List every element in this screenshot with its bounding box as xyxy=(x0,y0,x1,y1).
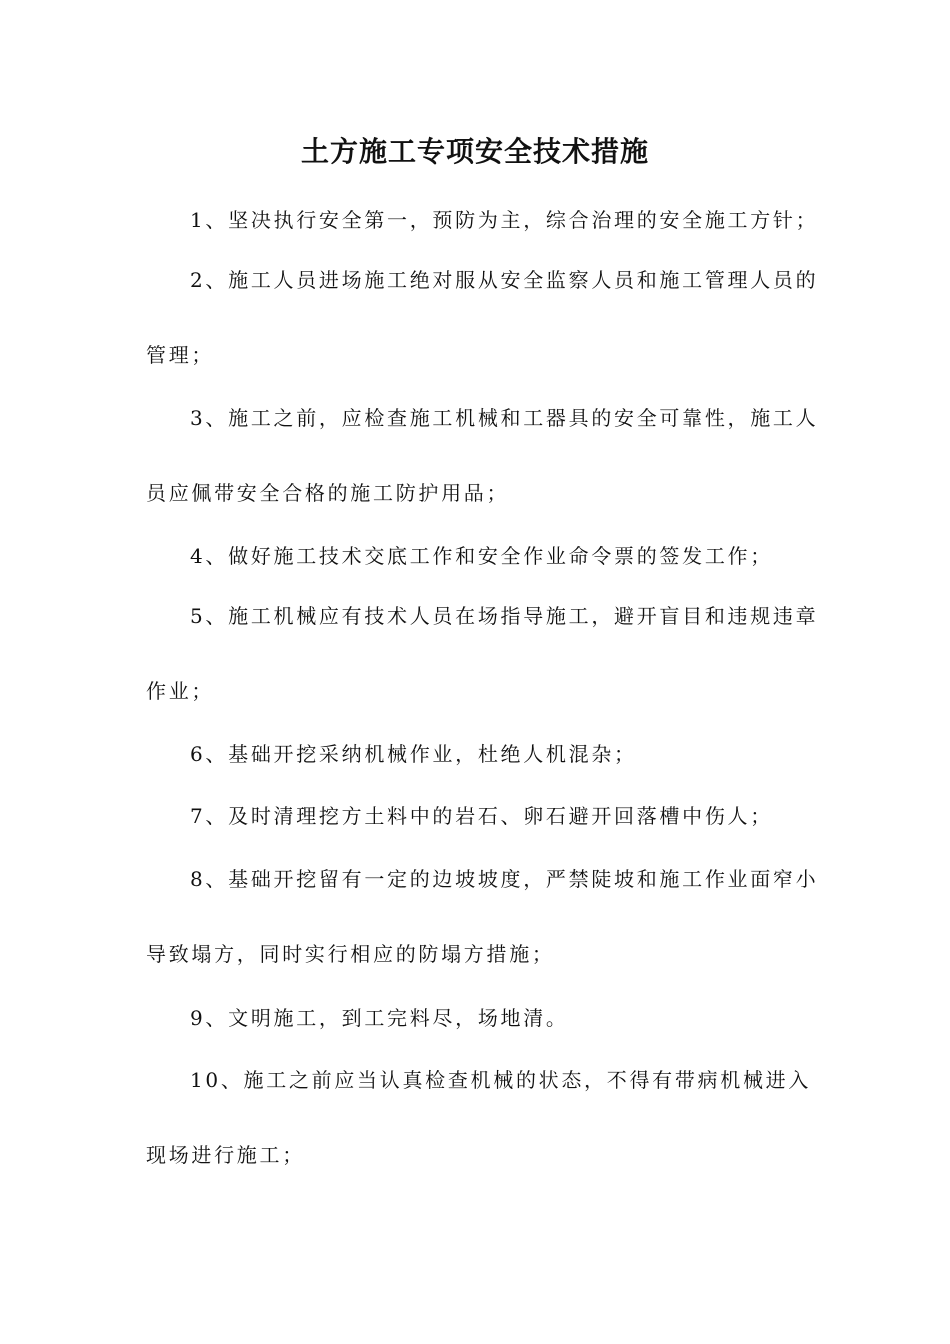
measure-5-continuation: 作业； xyxy=(146,679,215,703)
measure-6-text: 6、基础开挖采纳机械作业，杜绝人机混杂； xyxy=(190,742,637,766)
measure-7-text: 7、及时清理挖方土料中的岩石、卵石避开回落槽中伤人； xyxy=(190,804,773,828)
document-title: 土方施工专项安全技术措施 xyxy=(300,135,649,168)
measure-8-text: 8、基础开挖留有一定的边坡坡度，严禁陡坡和施工作业面窄小 xyxy=(190,867,819,891)
measure-8-continuation: 导致塌方，同时实行相应的防塌方措施； xyxy=(146,942,555,966)
measure-9-text: 9、文明施工，到工完料尽，场地清。 xyxy=(190,1006,569,1030)
measure-10-continuation: 现场进行施工； xyxy=(146,1143,305,1167)
measure-3-continuation: 员应佩带安全合格的施工防护用品； xyxy=(146,481,510,505)
measure-2-text: 2、施工人员进场施工绝对服从安全监察人员和施工管理人员的 xyxy=(190,268,819,292)
measure-3-text: 3、施工之前，应检查施工机械和工器具的安全可靠性，施工人 xyxy=(190,406,819,430)
measure-1-text: 1、坚决执行安全第一，预防为主，综合治理的安全施工方针； xyxy=(190,208,819,232)
measure-10-text: 10、施工之前应当认真检查机械的状态，不得有带病机械进入 xyxy=(190,1068,812,1092)
measure-2-continuation: 管理； xyxy=(146,343,215,367)
measure-5-text: 5、施工机械应有技术人员在场指导施工，避开盲目和违规违章 xyxy=(190,604,819,628)
measure-4-text: 4、做好施工技术交底工作和安全作业命令票的签发工作； xyxy=(190,544,773,568)
